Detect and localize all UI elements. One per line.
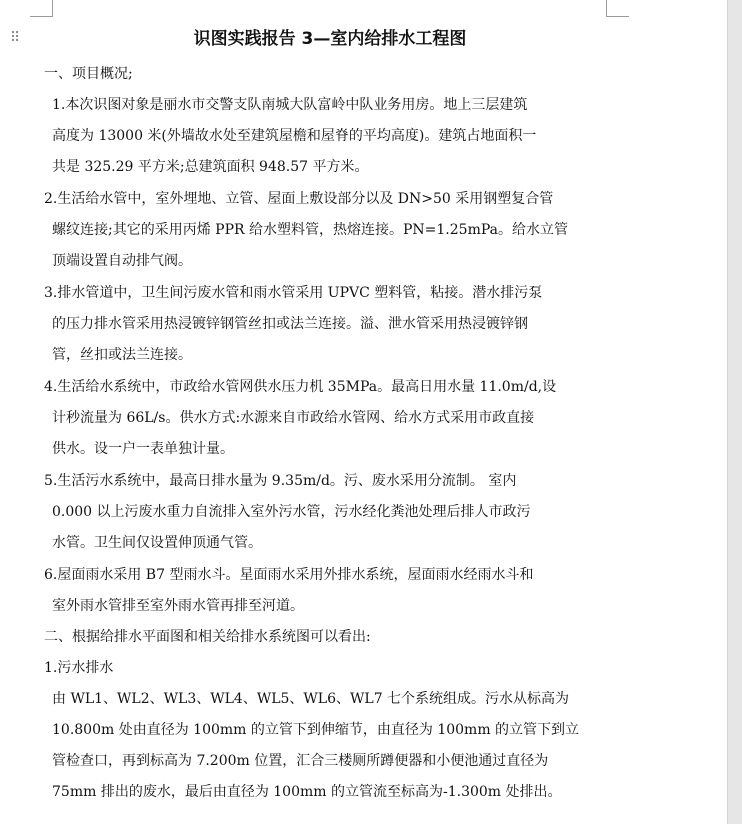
paragraph-line: 2.生活给水管中，室外埋地、立管、屋面上敷设部分以及 DN>50 采用钢塑复合管 — [44, 191, 554, 207]
paragraph-line: 由 WL1、WL2、WL3、WL4、WL5、WL6、WL7 七个系统组成。污水从标高为 — [52, 691, 570, 707]
paragraph-line: 0.000 以上污废水重力自流排入室外污水管，污水经化粪池处理后排人市政污 — [52, 504, 531, 520]
page-margin-corner-left — [30, 0, 53, 17]
section-heading-analysis: 二、根据给排水平面图和相关给排水系统图可以看出: — [44, 629, 371, 645]
paragraph-line: 顶端设置自动排气阀。 — [52, 253, 192, 269]
scrollbar-track[interactable] — [727, 0, 742, 824]
document-title: 识图实践报告 3—室内给排水工程图 — [193, 29, 467, 49]
paragraph-line: 管检查口，再到标高为 7.200m 位置，汇合三楼厕所蹲便器和小便池通过直径为 — [52, 753, 549, 769]
paragraph-line: 6.屋面雨水采用 B7 型雨水斗。星面雨水采用外排水系统，屋面雨水经雨水斗和 — [44, 567, 534, 583]
paragraph-line: 1.本次识图对象是丽水市交警支队南城大队富岭中队业务用房。地上三层建筑 — [52, 97, 528, 113]
paragraph-line: 室外雨水管排至室外雨水管再排至河道。 — [52, 598, 304, 614]
page-margin-corner-right — [606, 0, 629, 17]
paragraph-line: 10.800m 处由直径为 100mm 的立管下到伸缩节，由直径为 100mm 的立管下到立 — [52, 722, 580, 738]
paragraph-line: 75mm 排出的废水，最后由直径为 100mm 的立管流至标高为-1.300m 处排出。 — [52, 784, 562, 800]
paragraph-line: 共是 325.29 平方米;总建筑面积 948.57 平方米。 — [52, 159, 369, 175]
paragraph-line: 管，丝扣或法兰连接。 — [52, 347, 192, 363]
paragraph-line: 水管。卫生间仅设置伸顶通气管。 — [52, 535, 262, 551]
paragraph-line: 供水。设一户一表单独计量。 — [52, 441, 234, 457]
paragraph-line: 计秒流量为 66L/s。供水方式:水源来自市政给水管网、给水方式采用市政直接 — [52, 410, 535, 426]
paragraph-line: 高度为 13000 米(外墙故水处至建筑屋檐和屋脊的平均高度)。建筑占地面积一 — [52, 128, 537, 144]
drag-handle-icon[interactable]: ⠿ — [10, 30, 21, 46]
section-heading-overview: 一、项目概况; — [44, 66, 133, 82]
paragraph-line: 5.生活污水系统中，最高日排水量为 9.35m/d。污、废水采用分流制。 室内 — [44, 473, 517, 489]
paragraph-line: 4.生活给水系统中，市政给水管网供水压力机 35MPa。最高日用水量 11.0m/d,设 — [44, 379, 557, 395]
paragraph-line: 螺纹连接;其它的采用丙烯 PPR 给水塑料管，热熔连接。PN=1.25mPa。给水立管 — [52, 222, 568, 238]
paragraph-line: 的压力排水管采用热浸镀锌钢管丝扣或法兰连接。溢、泄水管采用热浸镀锌钢 — [52, 316, 528, 332]
paragraph-line: 3.排水管道中，卫生间污废水管和雨水管采用 UPVC 塑料管，粘接。潜水排污泵 — [44, 285, 543, 301]
subsection-heading: 1.污水排水 — [44, 660, 114, 676]
